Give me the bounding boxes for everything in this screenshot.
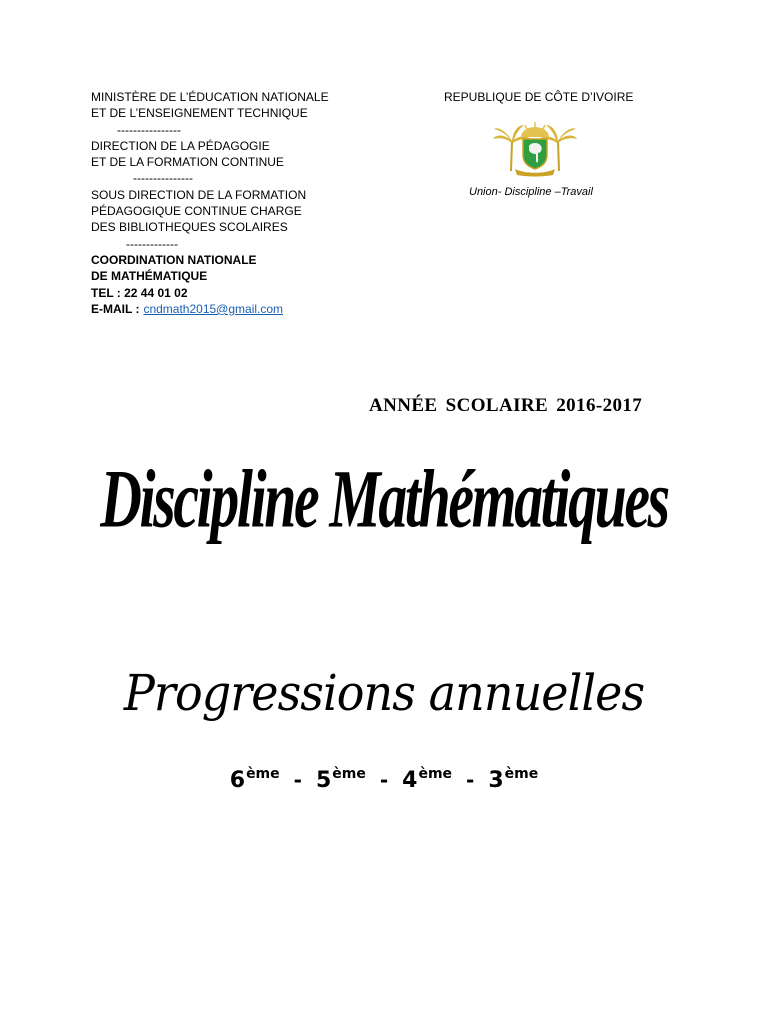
coordination-line-1: COORDINATION NATIONALE: [91, 252, 257, 267]
coat-of-arms-icon: [491, 119, 579, 177]
grade-separator: -: [293, 768, 302, 792]
separator: ---------------: [133, 171, 193, 186]
grade-separator: -: [379, 768, 389, 792]
email-label: E-MAIL :: [91, 301, 140, 316]
grade-level: 3ème: [488, 766, 539, 793]
grade-level: 4ème: [402, 766, 453, 793]
sub-direction-line-3: DES BIBLIOTHEQUES SCOLAIRES: [91, 220, 288, 235]
sub-direction-line-1: SOUS DIRECTION DE LA FORMATION: [91, 187, 307, 202]
republic-title: REPUBLIQUE DE CÔTE D’IVOIRE: [444, 90, 634, 104]
grade-level: 5ème: [315, 766, 366, 793]
ministry-line-2: ET DE L’ENSEIGNEMENT TECHNIQUE: [91, 106, 308, 121]
direction-line-1: DIRECTION DE LA PÉDAGOGIE: [91, 138, 270, 153]
school-year: ANNÉE SCOLAIRE 2016-2017: [369, 395, 643, 416]
page-subtitle: Progressions annuelles: [123, 664, 645, 722]
ministry-header: [91, 89, 329, 317]
coordination-line-2: DE MATHÉMATIQUE: [91, 269, 208, 284]
sub-direction-line-2: PÉDAGOGIQUE CONTINUE CHARGE: [91, 204, 302, 219]
grade-levels: [0, 766, 768, 793]
phone-number: TEL : 22 44 01 02: [91, 285, 188, 300]
page-title: Discipline Mathématiques: [100, 453, 668, 546]
national-motto: Union- Discipline –Travail: [469, 186, 593, 198]
email-line: [91, 301, 329, 317]
direction-line-2: ET DE LA FORMATION CONTINUE: [91, 155, 284, 170]
grade-level: 6ème: [229, 766, 280, 793]
grade-separator: -: [466, 768, 475, 792]
ministry-line-1: MINISTÈRE DE L’ÉDUCATION NATIONALE: [91, 90, 329, 104]
email-link[interactable]: cndmath2015@gmail.com: [143, 301, 284, 316]
separator: ----------------: [117, 122, 181, 137]
separator: -------------: [126, 236, 178, 251]
